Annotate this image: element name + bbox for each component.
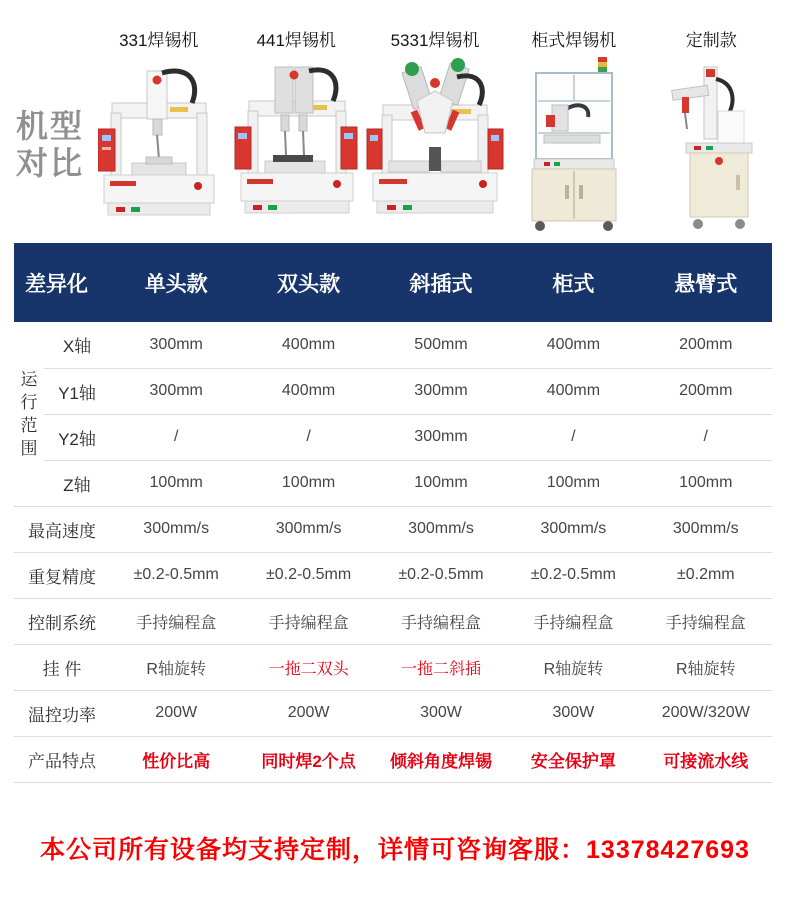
product-name: 柜式焊锡机 [531, 31, 617, 50]
spec-cell: 300mm/s [242, 506, 374, 552]
section-title-line2: 对比 [16, 145, 85, 181]
spec-cell: ±0.2-0.5mm [507, 552, 639, 598]
header-cell-single-head: 单头款 [110, 243, 242, 322]
spec-cell: 100mm [507, 460, 639, 506]
product-441 [228, 26, 366, 238]
spec-cell: 安全保护罩 [507, 736, 639, 782]
comparison-table [14, 243, 772, 783]
product-331 [90, 26, 228, 238]
row-label: 温控功率 [14, 690, 110, 736]
spec-cell: 200W/320W [640, 690, 772, 736]
machine-image-331 [98, 57, 220, 229]
spec-cell: 400mm [546, 335, 601, 353]
header-cell-double-head: 双头款 [242, 243, 374, 322]
motion-range-group-label: 运行范围 [20, 369, 38, 458]
spec-cell: 200mm [640, 368, 772, 414]
row-label: Z轴 [44, 460, 110, 506]
spec-cell: 300mm [375, 368, 507, 414]
spec-cell: 一拖二双头 [242, 644, 374, 690]
spec-cell: R轴旋转 [507, 644, 639, 690]
spec-table-body [14, 322, 772, 782]
spec-cell: 300mm [375, 414, 507, 460]
table-row [14, 322, 772, 368]
spec-cell: 手持编程盒 [375, 598, 507, 644]
table-row [14, 552, 772, 598]
spec-cell: 手持编程盒 [507, 598, 639, 644]
table-row [14, 506, 772, 552]
table-row [14, 460, 772, 506]
spec-cell: 400mm [281, 335, 336, 353]
spec-cell: 手持编程盒 [640, 598, 772, 644]
spec-cell: 200mm [679, 335, 733, 353]
spec-cell: 可接流水线 [640, 736, 772, 782]
spec-cell: ±0.2-0.5mm [375, 552, 507, 598]
spec-cell: 300mm/s [110, 506, 242, 552]
row-label: X轴 [62, 337, 92, 357]
spec-cell: ±0.2-0.5mm [110, 552, 242, 598]
product-strip [90, 26, 780, 238]
spec-cell: R轴旋转 [640, 644, 772, 690]
table-row [14, 414, 772, 460]
spec-cell: 100mm [375, 460, 507, 506]
spec-cell: / [110, 414, 242, 460]
header-cell-differentiation: 差异化 [14, 243, 110, 322]
product-cabinet [505, 26, 643, 238]
machine-image-441 [233, 57, 359, 229]
table-row [14, 644, 772, 690]
row-label: Y1轴 [44, 368, 110, 414]
table-row [14, 598, 772, 644]
spec-cell: 500mm [414, 335, 468, 353]
customization-notice: 本公司所有设备均支持定制，详情可咨询客服：13378427693 [40, 836, 750, 864]
row-label: 重复精度 [14, 552, 110, 598]
product-custom [643, 26, 781, 238]
spec-cell: ±0.2-0.5mm [242, 552, 374, 598]
machine-image-5331 [365, 57, 505, 229]
spec-cell: 300mm/s [375, 506, 507, 552]
product-name: 5331焊锡机 [390, 31, 480, 50]
spec-cell: 200W [242, 690, 374, 736]
spec-cell: 100mm [640, 460, 772, 506]
spec-cell: ±0.2mm [640, 552, 772, 598]
spec-cell: 300mm [149, 335, 203, 353]
spec-cell: 200W [110, 690, 242, 736]
section-title [16, 108, 84, 182]
spec-cell: R轴旋转 [110, 644, 242, 690]
table-header-row [14, 243, 772, 322]
spec-cell: 同时焊2个点 [242, 736, 374, 782]
machine-image-custom [656, 57, 766, 235]
spec-cell: 100mm [242, 460, 374, 506]
product-5331 [365, 26, 505, 238]
row-label: 产品特点 [14, 736, 110, 782]
spec-cell: 300W [375, 690, 507, 736]
header-cell-cabinet: 柜式 [507, 243, 639, 322]
row-label: 最高速度 [14, 506, 110, 552]
header-cell-cantilever: 悬臂式 [640, 243, 772, 322]
spec-cell: 300mm/s [507, 506, 639, 552]
spec-cell: 300W [507, 690, 639, 736]
spec-cell: / [640, 414, 772, 460]
machine-image-cabinet [514, 57, 634, 235]
spec-cell: 400mm [242, 368, 374, 414]
row-label: 控制系统 [14, 598, 110, 644]
motion-range-group-cell [14, 322, 44, 506]
row-label: 挂 件 [14, 644, 110, 690]
spec-cell: / [507, 414, 639, 460]
spec-cell: 性价比高 [110, 736, 242, 782]
header-cell-oblique: 斜插式 [375, 243, 507, 322]
spec-cell: 300mm/s [640, 506, 772, 552]
product-name: 定制款 [685, 31, 737, 50]
spec-cell: 100mm [110, 460, 242, 506]
product-name: 331焊锡机 [119, 31, 199, 50]
spec-cell: 一拖二斜插 [375, 644, 507, 690]
product-name: 441焊锡机 [256, 31, 336, 50]
row-label: Y2轴 [44, 414, 110, 460]
spec-cell: 400mm [507, 368, 639, 414]
spec-cell: 手持编程盒 [242, 598, 374, 644]
section-title-line1: 机型 [16, 108, 85, 144]
spec-cell: 倾斜角度焊锡 [375, 736, 507, 782]
table-row [14, 736, 772, 782]
spec-cell: 300mm [110, 368, 242, 414]
table-row [14, 690, 772, 736]
spec-cell: 手持编程盒 [110, 598, 242, 644]
table-row [14, 368, 772, 414]
spec-cell: / [242, 414, 374, 460]
